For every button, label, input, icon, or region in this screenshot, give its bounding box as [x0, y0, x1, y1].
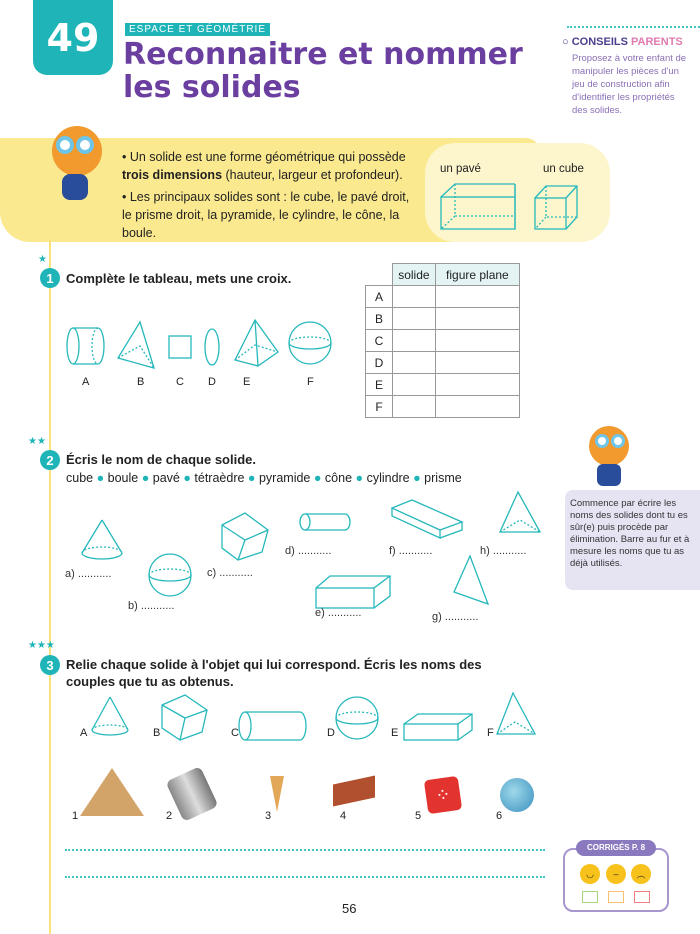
shape-label: D: [208, 376, 216, 388]
col-header: figure plane: [435, 264, 519, 286]
exercise-question: Complète le tableau, mets une croix.: [66, 271, 292, 286]
exercise-number: 3: [40, 655, 60, 675]
ice-cream-cone-icon: [270, 776, 284, 812]
intro-bold: trois dimensions: [122, 168, 223, 182]
word: pyramide: [258, 471, 311, 485]
page-title: Reconnaitre et nommer les solides: [123, 37, 523, 105]
exercise-number: 2: [40, 450, 60, 470]
row-label: F: [366, 396, 393, 418]
star-icon: ★★: [28, 436, 46, 447]
conseils-title: ○ CONSEILS PARENTS: [562, 36, 683, 48]
answer-blank[interactable]: a) ...........: [65, 568, 112, 580]
shape-label: B: [137, 376, 145, 388]
intro-p1b: (hauteur, largeur et profondeur).: [222, 168, 403, 182]
checkbox-orange[interactable]: [608, 891, 624, 903]
dice-icon: ⁘: [424, 776, 462, 814]
tip-bubble: Commence par écrire les noms des solides dont tu es sûr(e) puis procède par élimination. Barre au fur et à mesure les noms que tu as déjà utilisés.: [565, 490, 700, 590]
row-label: B: [366, 308, 393, 330]
object-label: 5: [415, 810, 422, 822]
answer-blank[interactable]: e) ...........: [315, 607, 362, 619]
row-label: E: [366, 374, 393, 396]
answer-blank[interactable]: f) ...........: [389, 545, 433, 557]
word-list: cube ● boule ● pavé ● tétraèdre ● pyramide ● cône ● cylindre ● prisme: [66, 471, 462, 485]
shape-label: F: [487, 727, 494, 739]
conseils-b: PARENTS: [631, 36, 683, 48]
shape-label: E: [391, 727, 399, 739]
shape-label: C: [176, 376, 184, 388]
object-label: 4: [340, 810, 347, 822]
category-label: ESPACE ET GÉOMÉTRIE: [125, 23, 270, 36]
word: cube: [66, 471, 94, 485]
shape-label: A: [80, 727, 88, 739]
lesson-number: 49: [33, 0, 113, 75]
word: cylindre: [366, 471, 410, 485]
intro-p2: • Les principaux solides sont : le cube, le pavé droit, le prisme droit, la pyramide, le cylindre, le cône, la boule.: [122, 190, 410, 240]
conseils-a: CONSEILS: [571, 36, 628, 48]
conseils-text: Proposez à votre enfant de manipuler les pièces d'un jeu de construction afin d'identifier les propriétés des solides.: [572, 53, 687, 116]
exercise-question: Écris le nom de chaque solide.: [66, 452, 257, 467]
word: prisme: [424, 471, 462, 485]
sad-face-icon: ︵: [631, 864, 651, 884]
cube-label: un cube: [543, 163, 584, 175]
corriges-label: CORRIGÉS P. 8: [576, 840, 656, 856]
checkbox-red[interactable]: [634, 891, 650, 903]
answer-blank[interactable]: d) ...........: [285, 545, 332, 557]
answer-line[interactable]: [65, 876, 545, 878]
shape-label: D: [327, 727, 335, 739]
shape-label: C: [231, 727, 239, 739]
star-icon: ★: [38, 254, 47, 265]
object-label: 3: [265, 810, 272, 822]
neutral-face-icon: –: [606, 864, 626, 884]
star-icon: ★★★: [28, 640, 55, 651]
shape-label: E: [243, 376, 251, 388]
word: pavé: [152, 471, 180, 485]
row-label: D: [366, 352, 393, 374]
shape-label: F: [307, 376, 314, 388]
word: cône: [324, 471, 353, 485]
object-label: 2: [166, 810, 173, 822]
exercise-question: Relie chaque solide à l'objet qui lui correspond. Écris les noms des couples que tu as obtenus.: [66, 657, 482, 689]
object-label: 1: [72, 810, 79, 822]
object-label: 6: [496, 810, 503, 822]
col-header: solide: [393, 264, 436, 286]
answer-blank[interactable]: b) ...........: [128, 600, 175, 612]
page-number: 56: [342, 901, 357, 916]
intro-p1: • Un solide est une forme géométrique qui possède: [122, 150, 406, 164]
row-label: C: [366, 330, 393, 352]
answer-blank[interactable]: h) ...........: [480, 545, 527, 557]
shape-label: A: [82, 376, 90, 388]
row-label: A: [366, 286, 393, 308]
pyramid-object-icon: [80, 768, 144, 816]
happy-face-icon: ◡: [580, 864, 600, 884]
answer-blank[interactable]: g) ...........: [432, 611, 479, 623]
globe-icon: [500, 778, 534, 812]
pave-label: un pavé: [440, 163, 481, 175]
exercise-number: 1: [40, 268, 60, 288]
checkbox-green[interactable]: [582, 891, 598, 903]
word: tétraèdre: [194, 471, 245, 485]
word: boule: [107, 471, 139, 485]
shape-label: B: [153, 727, 161, 739]
answer-line[interactable]: [65, 849, 545, 851]
answer-blank[interactable]: c) ...........: [207, 567, 253, 579]
